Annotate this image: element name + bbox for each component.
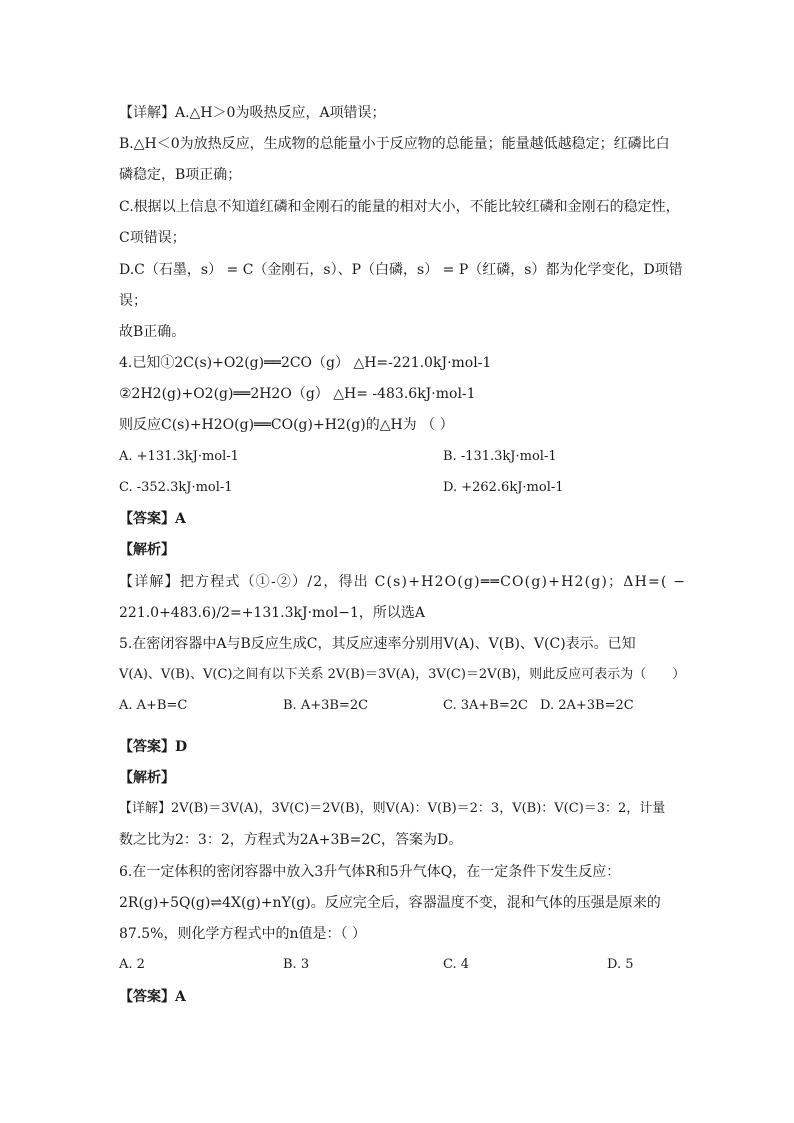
q3-explanation-b-cont: 磷稳定，B项正确； (119, 167, 242, 183)
q3-conclusion: 故B正确。 (119, 324, 186, 340)
q3-explanation-c-cont: C项错误； (119, 230, 186, 246)
q5-detail: 【详解】2V(B)＝3V(A)，3V(C)＝2V(B)，则V(A)：V(B)＝2：3，V(B)：V(C)＝3：2，计量 (119, 801, 666, 816)
q4-detail-cont: 221.0+483.6)/2=+131.3kJ·mol−1，所以选A (119, 605, 425, 621)
q4-option-b: B. -131.3kJ·mol-1 (443, 449, 557, 464)
q3-explanation-d: D.C（石墨，s） = C（金刚石，s）、P（白磷，s） = P（红磷，s）都为化学变化，D项错 (119, 262, 683, 278)
q6-option-a: A. 2 (119, 957, 145, 972)
q6-option-b: B. 3 (283, 957, 310, 972)
q6-question-cont: 87.5%，则化学方程式中的n值是：（ ） (119, 926, 366, 942)
q5-question-cont: V(A)、V(B)、V(C)之间有以下关系 2V(B)＝3V(A)，3V(C)＝2V(B)，则此反应可表示为（ ） (119, 667, 686, 682)
q6-equation: 2R(g)+5Q(g)⇌4X(g)+nY(g)。反应完全后，容器温度不变，混和气体的压强是原来的 (119, 895, 661, 911)
q5-detail-cont: 数之比为2：3：2，方程式为2A+3B=2C，答案为D。 (119, 832, 463, 848)
q5-option-d: D. 2A+3B=2C (540, 698, 634, 713)
q4-answer: 【答案】A (119, 511, 186, 527)
q4-option-d: D. +262.6kJ·mol-1 (443, 480, 564, 495)
q6-option-c: C. 4 (443, 957, 470, 972)
q5-option-c: C. 3A+B=2C (443, 698, 528, 713)
q5-option-a: A. A+B=C (119, 698, 188, 713)
q6-option-d: D. 5 (607, 957, 634, 972)
q3-explanation-b: B.△H＜0为放热反应，生成物的总能量小于反应物的总能量；能量越低越稳定；红磷比白 (119, 136, 670, 152)
q6-question: 6.在一定体积的密闭容器中放入3升气体R和5升气体Q，在一定条件下发生反应： (119, 864, 621, 880)
q5-answer: 【答案】D (119, 739, 188, 755)
q6-answer: 【答案】A (119, 989, 186, 1005)
q4-question: 则反应C(s)+H2O(g)══CO(g)+H2(g)的△H为 （ ） (119, 417, 454, 433)
q4-option-c: C. -352.3kJ·mol-1 (119, 480, 233, 495)
q5-analysis-heading: 【解析】 (119, 770, 175, 786)
q3-explanation-c: C.根据以上信息不知道红磷和金刚石的能量的相对大小，不能比较红磷和金刚石的稳定性， (119, 199, 680, 215)
q5-question: 5.在密闭容器中A与B反应生成C，其反应速率分别用V(A)、V(B)、V(C)表示。已知 (119, 636, 636, 652)
q3-explanation-d-cont: 误； (119, 293, 147, 309)
q4-equation-1: 4.已知①2C(s)+O2(g)══2CO（g） △H=-221.0kJ·mol-1 (119, 355, 492, 371)
q4-detail: 【详解】把方程式（①-②）/2，得出 C(s)+H2O(g)══CO(g)+H2(g)；ΔH=( − (119, 574, 687, 590)
q4-equation-2: ②2H2(g)+O2(g)══2H2O（g） △H= -483.6kJ·mol-1 (119, 386, 476, 402)
q4-option-a: A. +131.3kJ·mol-1 (119, 449, 239, 464)
q3-explanation-a: 【详解】A.△H＞0为吸热反应，A项错误； (119, 105, 386, 121)
q5-option-b: B. A+3B=2C (283, 698, 369, 713)
q4-analysis-heading: 【解析】 (119, 542, 175, 558)
